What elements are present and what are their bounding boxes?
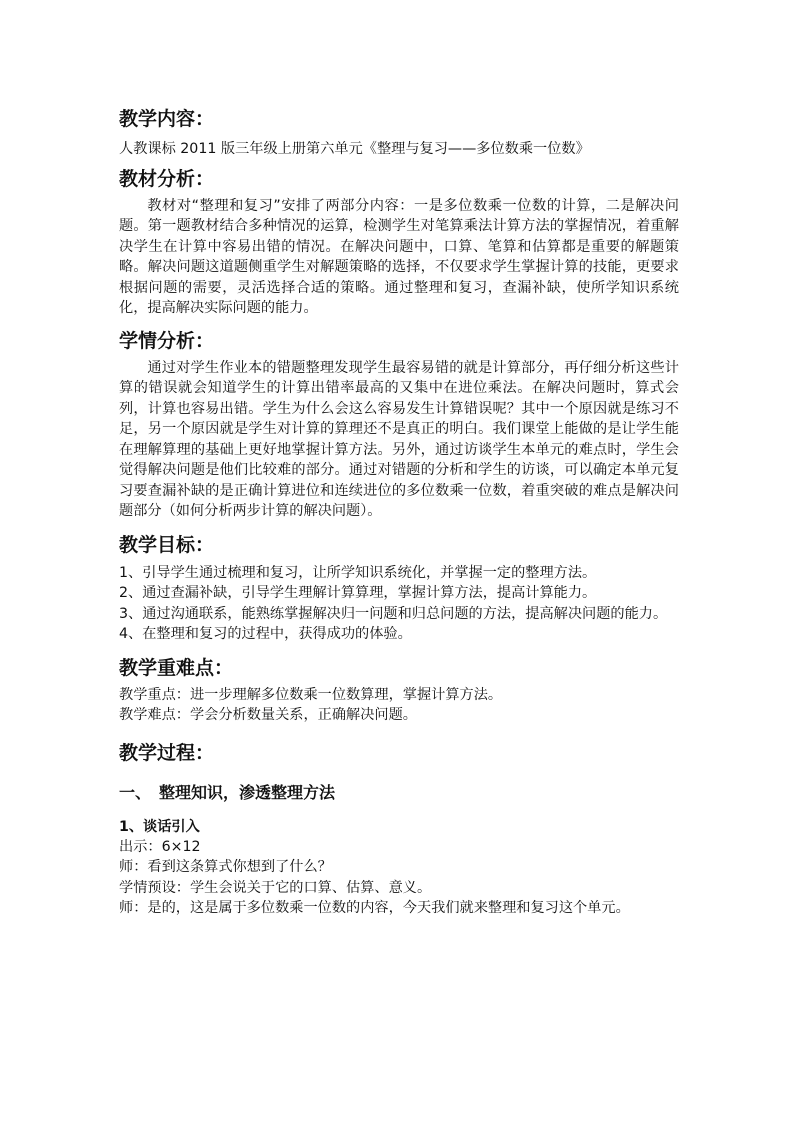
process-step-title: 1、谈话引入 (119, 818, 200, 835)
teaching-content-text: 人教课标 2011 版三年级上册第六单元《整理与复习——多位数乘一位数》 (119, 141, 590, 157)
material-analysis-paragraph: 教材对“整理和复习”安排了两部分内容：一是多位数乘一位数的计算，二是解决问题。第一题教材结合多种情况的运算，检测学生对笔算乘法计算方法的掌握情况，着重解决学生在计算中容易出错的情况。在解决问题中，口算、笔算和估算都是重要的解题策略。解决问题这道题侧重学生对解题策略的选择，不仅要求学生掌握计算的技能，更要求根据问题的需要，灵活选择合适的策略。通过整理和复习，查漏补缺，使所学知识系统化，提高解决实际问题的能力。 (119, 197, 679, 316)
heading-objectives: 教学目标： (119, 533, 215, 556)
heading-key-points: 教学重难点： (119, 656, 234, 679)
learner-analysis-paragraph: 通过对学生作业本的错题整理发现学生最容易错的就是计算部分，再仔细分析这些计算的错误就会知道学生的计算出错率最高的又集中在进位乘法。在解决问题时，算式会列，计算也容易出错。学生为什么会这么容易发生计算错误呢？其中一个原因就是练习不足，另一个原因就是学生对计算的算理还不是真正的明白。我们课堂上能做的是让学生能在理解算理的基础上更好地掌握计算方法。另外，通过访谈学生本单元的难点时，学生会觉得解决问题是他们比较难的部分。通过对错题的分析和学生的访谈，可以确定本单元复习要查漏补缺的是正确计算进位和连续进位的多位数乘一位数，着重突破的难点是解决问题部分（如何分析两步计算的解决问题）。 (119, 359, 679, 519)
process-line: 师：是的，这是属于多位数乘一位数的内容，今天我们就来整理和复习这个单元。 (119, 900, 630, 916)
heading-material-analysis: 教材分析： (119, 167, 215, 190)
heading-process: 教学过程： (119, 741, 215, 764)
objective-item: 4、在整理和复习的过程中，获得成功的体验。 (119, 626, 412, 642)
heading-teaching-content: 教学内容： (119, 108, 215, 130)
process-line: 学情预设：学生会说关于它的口算、估算、意义。 (119, 879, 432, 896)
objective-item: 1、引导学生通过梳理和复习，让所学知识系统化，并掌握一定的整理方法。 (119, 564, 597, 581)
key-point-focus: 教学重点：进一步理解多位数乘一位数算理，掌握计算方法。 (119, 686, 503, 703)
objective-item: 3、通过沟通联系，能熟练掌握解决归一问题和归总问题的方法，提高解决问题的能力。 (119, 605, 668, 622)
process-line: 师：看到这条算式你想到了什么？ (119, 859, 332, 875)
objective-item: 2、通过查漏补缺，引导学生理解计算算理，掌握计算方法，提高计算能力。 (119, 585, 597, 601)
process-section-title: 一、 整理知识，渗透整理方法 (119, 782, 336, 802)
objectives-list (119, 563, 679, 645)
heading-learner-analysis: 学情分析： (119, 329, 215, 352)
document-page (119, 106, 679, 919)
process-line: 出示：6×12 (119, 838, 201, 855)
key-point-difficulty: 教学难点：学会分析数量关系，正确解决问题。 (119, 707, 417, 723)
